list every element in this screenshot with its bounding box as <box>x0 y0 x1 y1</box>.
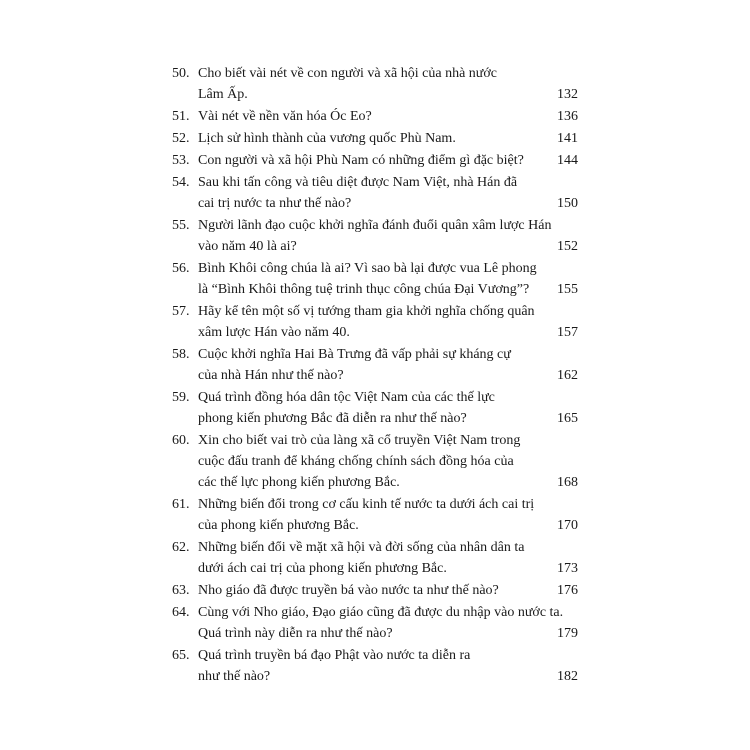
toc-entry <box>172 387 578 429</box>
entry-text <box>198 150 578 171</box>
entry-line: của nhà Hán như thế nào? <box>198 368 344 383</box>
toc-entry <box>172 128 578 149</box>
toc-entry <box>172 258 578 300</box>
page-number: 132 <box>557 87 578 102</box>
entry-number: 65. <box>172 648 190 663</box>
toc-entry <box>172 494 578 536</box>
entry-number: 54. <box>172 175 190 190</box>
entry-number: 50. <box>172 66 190 81</box>
entry-line: cuộc đấu tranh để kháng chống chính sách đồng hóa của <box>198 454 514 469</box>
toc-entry <box>172 580 578 601</box>
entry-number: 56. <box>172 261 190 276</box>
entry-number: 64. <box>172 605 190 620</box>
entry-text <box>198 430 578 493</box>
entry-line: Cho biết vài nét về con người và xã hội của nhà nước <box>198 66 498 81</box>
entry-number: 55. <box>172 218 190 233</box>
entry-line: Lịch sử hình thành của vương quốc Phù Nam. <box>198 131 456 146</box>
entry-line: Những biến đổi về mặt xã hội và đời sống của nhân dân ta <box>198 540 525 555</box>
entry-line: Cuộc khởi nghĩa Hai Bà Trưng đã vấp phải sự kháng cự <box>198 347 511 362</box>
page-number: 173 <box>557 561 578 576</box>
entry-line: các thế lực phong kiến phương Bắc. <box>198 475 400 490</box>
page-number: 152 <box>557 239 578 254</box>
toc-entry <box>172 430 578 493</box>
entry-number: 63. <box>172 583 190 598</box>
toc-entry <box>172 172 578 214</box>
entry-text <box>198 645 578 687</box>
toc-entry <box>172 602 578 644</box>
toc-entry <box>172 344 578 386</box>
page-number: 136 <box>557 109 578 124</box>
entry-line: vào năm 40 là ai? <box>198 239 297 254</box>
entry-text <box>198 344 578 386</box>
entry-line: Quá trình này diễn ra như thế nào? <box>198 626 393 641</box>
entry-line: như thế nào? <box>198 669 271 684</box>
entry-text <box>198 387 578 429</box>
entry-text <box>198 63 578 105</box>
entry-text <box>198 215 578 257</box>
entry-text <box>198 580 578 601</box>
entry-line: dưới ách cai trị của phong kiến phương Bắc. <box>198 561 447 576</box>
toc-entry <box>172 106 578 127</box>
page-number: 141 <box>557 131 578 146</box>
entry-line: Xin cho biết vai trò của làng xã cổ truyền Việt Nam trong <box>198 433 521 448</box>
entry-line: phong kiến phương Bắc đã diễn ra như thế nào? <box>198 411 467 426</box>
entry-text <box>198 106 578 127</box>
entry-line: Nho giáo đã được truyền bá vào nước ta như thế nào? <box>198 583 499 598</box>
toc-entry <box>172 215 578 257</box>
entry-number: 57. <box>172 304 190 319</box>
entry-number: 59. <box>172 390 190 405</box>
page-number: 179 <box>557 626 578 641</box>
entry-number: 60. <box>172 433 190 448</box>
entry-line: của phong kiến phương Bắc. <box>198 518 359 533</box>
page-number: 144 <box>557 153 578 168</box>
entry-text <box>198 128 578 149</box>
entry-number: 52. <box>172 131 190 146</box>
entry-text <box>198 537 578 579</box>
toc-entry <box>172 537 578 579</box>
page-number: 170 <box>557 518 578 533</box>
entry-number: 62. <box>172 540 190 555</box>
entry-number: 51. <box>172 109 190 124</box>
entry-line: Con người và xã hội Phù Nam có những điểm gì đặc biệt? <box>198 153 524 168</box>
entry-line: Những biến đổi trong cơ cấu kinh tế nước ta dưới ách cai trị <box>198 497 535 512</box>
entry-number: 58. <box>172 347 190 362</box>
page-number: 155 <box>557 282 578 297</box>
page-number: 176 <box>557 583 578 598</box>
entry-line: Sau khi tấn công và tiêu diệt được Nam Việt, nhà Hán đã <box>198 175 518 190</box>
entry-line: Cùng với Nho giáo, Đạo giáo cũng đã được du nhập vào nước ta. <box>198 605 564 620</box>
entry-text <box>198 494 578 536</box>
toc-entry <box>172 645 578 687</box>
entry-number: 61. <box>172 497 190 512</box>
page-number: 168 <box>557 475 578 490</box>
entry-text <box>198 172 578 214</box>
entry-number: 53. <box>172 153 190 168</box>
entry-line: cai trị nước ta như thế nào? <box>198 196 352 211</box>
toc-entry <box>172 63 578 105</box>
toc-entry <box>172 150 578 171</box>
page-number: 162 <box>557 368 578 383</box>
entry-line: xâm lược Hán vào năm 40. <box>198 325 350 340</box>
entry-line: Vài nét về nền văn hóa Óc Eo? <box>198 109 372 124</box>
entry-line: Người lãnh đạo cuộc khởi nghĩa đánh đuổi quân xâm lược Hán <box>198 218 552 233</box>
table-of-contents <box>172 63 578 688</box>
entry-text <box>198 301 578 343</box>
entry-line: Lâm Ấp. <box>198 87 248 102</box>
entry-line: Hãy kể tên một số vị tướng tham gia khởi nghĩa chống quân <box>198 304 535 319</box>
page-number: 150 <box>557 196 578 211</box>
page-number: 165 <box>557 411 578 426</box>
toc-entry <box>172 301 578 343</box>
entry-line: Bình Khôi công chúa là ai? Vì sao bà lại được vua Lê phong <box>198 261 537 276</box>
entry-text <box>198 602 578 644</box>
entry-line: là “Bình Khôi thông tuệ trinh thục công chúa Đại Vương”? <box>198 282 530 297</box>
page-number: 157 <box>557 325 578 340</box>
entry-line: Quá trình truyền bá đạo Phật vào nước ta diễn ra <box>198 648 471 663</box>
page-number: 182 <box>557 669 578 684</box>
entry-line: Quá trình đồng hóa dân tộc Việt Nam của các thế lực <box>198 390 495 405</box>
entry-text <box>198 258 578 300</box>
